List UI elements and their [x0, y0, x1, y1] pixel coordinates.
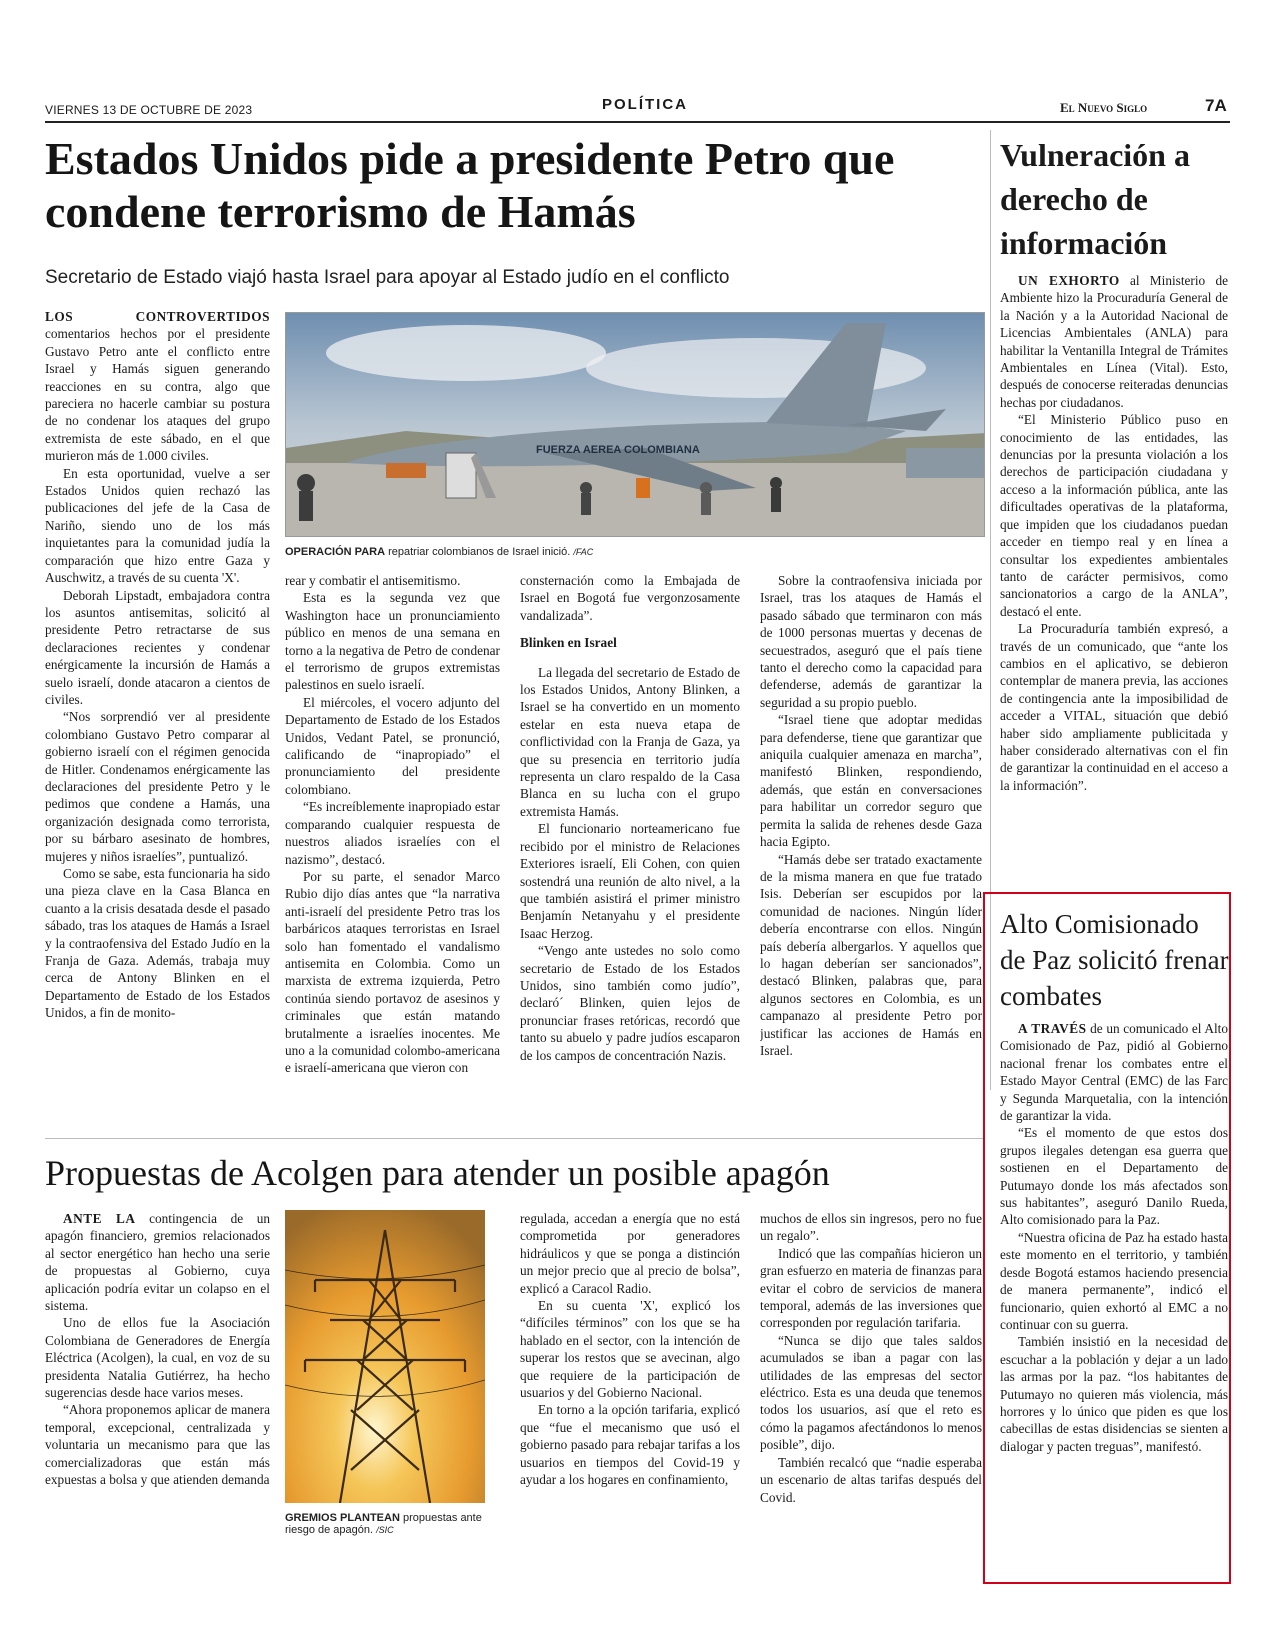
bottom-col1-p1: Uno de ellos fue la Asociación Colombiana de Generadores de Energía Eléctrica (Acolgen), la cual, en voz de su presidenta Natalia Gutiérrez, ha hecho sugerencias desde hace varios meses.	[45, 1315, 270, 1401]
bottom-headline: Propuestas de Acolgen para atender un posible apagón	[45, 1153, 830, 1193]
box-p0: A TRAVÉS de un comunicado el Alto Comisionado de Paz, pidió al Gobierno nacional frenar los combates entre el Estado Mayor Central (EMC) de las Farc y Segunda Marquetalia, con la intención de garantizar la vida.	[1000, 1021, 1228, 1124]
main-col3-p3: “Vengo ante ustedes no solo como secretario de Estado de los Estados Unidos, sino también como judío”, declaró´ Blinken, quien lejos de pronunciar frases retóricas, recordó que tanto su abuelo y padre judíos escaparon de los campos de concentración Nazis.	[520, 943, 740, 1063]
main-col3-p0: consternación como la Embajada de Israel en Bogotá fue vergonzosamente vandalizada”.	[520, 573, 740, 623]
main-column-1	[45, 308, 270, 1093]
side-lead-in: UN EXHORTO	[1018, 273, 1120, 288]
main-col4-p1: “Israel tiene que adoptar medidas para defenderse, tiene que garantizar que aniquila cualquier amenaza en marcha”, manifestó Blinken, respondiendo, además, que están en conversaciones para habilitar un corredor seguro que permita la salida de rehenes desde Gaza hacia Egipto.	[760, 712, 982, 850]
main-headline: Estados Unidos pide a presidente Petro que condene terrorismo de Hamás	[45, 133, 895, 237]
main-col2-p4: Por su parte, el senador Marco Rubio dijo días antes que “la narrativa anti-israelí del presidente Petro tras los barbáricos ataques terroristas en Israel solo han fomentado el vandalismo antisemita en Colombia. Como un marxista de extrema izquierda, Petro continúa siendo portavoz de asesinos y criminales que están matando brutalmente a israelíes inocentes. Me uno a la comunidad colombo-americana e israelí-americana que vieron con	[285, 868, 500, 1076]
main-col1-p3: “Nos sorprendió ver al presidente colombiano Gustavo Petro comparar al gobierno israelí con el régimen genocida de Hitler. Condenamos enérgicamente las declaraciones del presidente Petro y le pedimos que condene a Hamás, una organización designada como terrorista, por su bárbaro asesinato de hombres, mujeres y niños israelíes”, puntualizó.	[45, 709, 270, 864]
bottom-photo-caption: GREMIOS PLANTEAN propuestas ante riesgo de apagón. /SIC	[285, 1512, 482, 1536]
section-divider	[45, 1138, 985, 1139]
main-col1-p4: Como se sabe, esta funcionaria ha sido una pieza clave en la Casa Blanca en cuanto a la crisis desatada desde el pasado sábado, tras los ataques de Hamás a Israel y la contraofensiva del Estado Judío en la Franja de Gaza. Además, trabaja muy cerca de Antony Blinken en el Departamento de Estado de los Estados Unidos, a fin de monito-	[45, 866, 270, 1021]
main-col2-p2: El miércoles, el vocero adjunto del Departamento de Estado de los Estados Unidos, Vedant Patel, se pronunció, calificando de “inapropiado” el pronunciamiento del presidente colombiano.	[285, 694, 500, 797]
side-p0: UN EXHORTO al Ministerio de Ambiente hizo la Procuraduría General de la Nación y a la Autoridad Nacional de Licencias Ambientales (ANLA) para habilitar la Ventanilla Integral de Trámites Ambientales en Línea (Vital). Esto, después de conocerse reiteradas denuncias hechas por ciudadanos.	[1000, 273, 1228, 410]
main-lead-in: LOS CONTROVERTIDOS	[45, 309, 270, 324]
main-photo-caption: OPERACIÓN PARA repatriar colombianos de Israel inició. /FAC	[285, 546, 594, 558]
box-p1: “Es el momento de que estos dos grupos ilegales detengan esa guerra que sostienen en el Departamento de Putumayo donde los más afectados son sus habitantes”, aseguró Danilo Rueda, Alto comisionado para la Paz.	[1000, 1125, 1228, 1228]
main-column-3	[520, 572, 740, 1092]
main-col3-p2: El funcionario norteamericano fue recibido por el ministro de Relaciones Exteriores israelí, Eli Cohen, con quien sostendrá una reunión de alto nivel, a la que también asistirá el primer ministro Benjamín Netanyahu y el presidente Isaac Herzog.	[520, 821, 740, 941]
main-col4-p2: “Hamás debe ser tratado exactamente de la misma manera en que fue tratado Isis. Deberían ser escupidos por la comunidad de naciones. Ningún líder debería encontrarse con ellos. Ningún país debería albergarlos. Y aquellos que lo hagan deberían ser sancionados”, destacó Blinken, palabras que, para algunos sectores en Colombia, es un campanazo al presidente Petro por justificar las acciones de Hamás en Israel.	[760, 851, 982, 1058]
box-p2: “Nuestra oficina de Paz ha estado hasta este momento en el territorio, y también desde Bogotá estamos haciendo presencia de manera permanente”, indicó el funcionario, quien exhortó al EMC a no continuar con su guerra.	[1000, 1229, 1228, 1332]
bottom-col3-p0: regulada, accedan a energía que no está comprometida por generadores hidráulicos y que se ponga a distinción un mejor precio que al precio de bolsa”, explicó a Caracol Radio.	[520, 1211, 740, 1296]
box-lead-in: A TRAVÉS	[1018, 1021, 1087, 1036]
power-tower-photo	[285, 1210, 485, 1503]
bottom-col1-p0: ANTE LA contingencia de un apagón financiero, gremios relacionados al sector energético han hecho una serie de propuestas al Gobierno, cuya aplicación podría evitar un colapso en el sistema.	[45, 1211, 270, 1314]
box-article-body	[1000, 1020, 1228, 1575]
plane-label: FUERZA AEREA COLOMBIANA	[536, 444, 700, 456]
main-col3-p1: La llegada del secretario de Estado de los Estados Unidos, Antony Blinken, a Israel se ha convertido en un momento estelar en esta nueva etapa de conflictividad con la Franja de Gaza, ya que su presencia en territorio judía representa un claro respaldo de la Casa Blanca en su lucha con el grupo extremista Hamás.	[520, 664, 740, 819]
bottom-col4-p3: También recalcó que “nadie esperaba un escenario de altas tarifas después del Covid.	[760, 1454, 982, 1505]
main-col4-p0: Sobre la contraofensiva iniciada por Israel, tras los ataques de Hamás el pasado sábado que terminaron con más de 1000 personas muertas y decenas de secuestrados, aseguró que el país tiene tanto el derecho como la capacidad para defenderse, además de garantizar la seguridad a su propio pueblo.	[760, 573, 982, 710]
side-headline: Vulneración a derecho de información	[1000, 137, 1190, 261]
bottom-column-3	[520, 1210, 740, 1630]
main-col2-p3: “Es increíblemente inapropiado estar comparando cualquier respuesta de nuestros aliados israelíes con el nazismo”, destacó.	[285, 799, 500, 867]
side-p2: La Procuraduría también expresó, a través de un comunicado, que “ante los cambios en el aplicativo, se debieron contemplar de manera previa, las acciones de contingencia ante la imposibilidad de acceder a VITAL, situación que debió haber sido ampliamente publicitada y haber considerado alternativas con el fin de garantizar la continuidad en el acceso a la información”.	[1000, 621, 1228, 793]
main-column-4	[760, 572, 982, 1092]
bottom-column-1	[45, 1210, 270, 1630]
bottom-col4-p0: muchos de ellos sin ingresos, pero no fue un regalo”.	[760, 1211, 982, 1244]
bottom-col1-p2: “Ahora proponemos aplicar de manera temporal, excepcional, centralizada y voluntaria un mecanismo para que las comercializadoras que están más expuestas a bolsa y que atienden demanda	[45, 1402, 270, 1488]
main-column-2	[285, 572, 500, 1092]
subhead-blinken: Blinken en Israel	[520, 635, 617, 651]
bottom-col3-p1: En su cuenta 'X', explicó los “difíciles términos” con los que se ha hablado en el sector, con la intención de superar los restos que se avecinan, algo que requiere de la participación de usuarios y del Gobierno Nacional.	[520, 1298, 740, 1401]
main-col1-p2: Deborah Lipstadt, embajadora contra los asuntos antisemitas, solicitó al presidente Petro retractarse de sus declaraciones recientes y condenar enérgicamente la incursión de Hamás a suelo israelí, donde atacaron a cientos de civiles.	[45, 587, 270, 707]
bottom-col4-p1: Indicó que las compañías hicieron un gran esfuerzo en materia de finanzas para evitar el cobro de servicios de manera temporal, además de las inversiones que corresponden por regulación tarifaria.	[760, 1245, 982, 1331]
airplane-photo	[285, 312, 985, 537]
page-number: 7A	[1205, 96, 1227, 115]
main-col1-p1: En esta oportunidad, vuelve a ser Estados Unidos quien rechazó las publicaciones del jefe de la Casa de Nariño, siendo uno de los más inquietantes para la comunidad judía la comparación que hizo entre Gaza y Auschwitz, a través de su cuenta 'X'.	[45, 465, 270, 586]
bottom-col3-p2: En torno a la opción tarifaria, explicó que “fue el mecanismo que usó el gobierno pasado para rebajar tarifas a los usuarios en tiempos del Covid-19 y ayudar a los hogares en confinamiento,	[520, 1402, 740, 1488]
bottom-lead-in: ANTE LA	[63, 1211, 136, 1226]
main-subtitle: Secretario de Estado viajó hasta Israel para apoyar al Estado judío en el conflicto	[45, 267, 730, 288]
side-p1: “El Ministerio Público puso en conocimiento de las entidades, las denuncias por la presunta violación a los derechos de participación ciudadana y acceso a la información pública, ante las dificultades operativas de la plataforma, que impiden que los ciudadanos puedan acceder en tiempo real y en línea a consultar los expedientes ambientales tanto de carácter permisivos, como sancionatorios a cargo de la ANLA”, destacó el ente.	[1000, 412, 1228, 619]
issue-date: VIERNES 13 DE OCTUBRE DE 2023	[45, 103, 253, 117]
side-article-body	[1000, 272, 1228, 882]
box-headline: Alto Comisionado de Paz solicitó frenar combates	[1000, 909, 1229, 1011]
header-rule	[45, 121, 1230, 123]
box-p3: También insistió en la necesidad de escuchar a la población y dejar a un lado las armas por la paz. “los habitantes de Putumayo no quieren más violencia, más horrores y lo único que piden es que los cabecillas de estas disidencias se sienten a dialogar y pacten treguas”, manifestó.	[1000, 1334, 1228, 1454]
bottom-column-4	[760, 1210, 982, 1630]
section-name: POLÍTICA	[602, 96, 688, 113]
publication-name: El Nuevo Siglo	[1060, 100, 1148, 115]
main-col2-p0: rear y combatir el antisemitismo.	[285, 573, 461, 588]
bottom-col4-p2: “Nunca se dijo que tales saldos acumulados se iban a pagar con las utilidades de las empresas del sector eléctrico. Esta es una deuda que tenemos todos los usuarios, así que el reto es cómo la pagamos afectándonos lo menos posible”, dijo.	[760, 1332, 982, 1453]
main-col2-p1: Esta es la segunda vez que Washington hace un pronunciamiento público en menos de una semana en torno a la negativa de Petro de condenar el terrorismo de grupos extremistas palestinos en suelo israelí.	[285, 590, 500, 693]
main-col1-p0: LOS CONTROVERTIDOS comentarios hechos por el presidente Gustavo Petro ante el conflicto entre Israel y Hamás siguen generando reacciones en su contra, algo que pareciera no hacerle cambiar su postura de no condenar los ataques del grupo extremista de este sábado, en el que murieron más de 1.000 civiles.	[45, 309, 270, 464]
